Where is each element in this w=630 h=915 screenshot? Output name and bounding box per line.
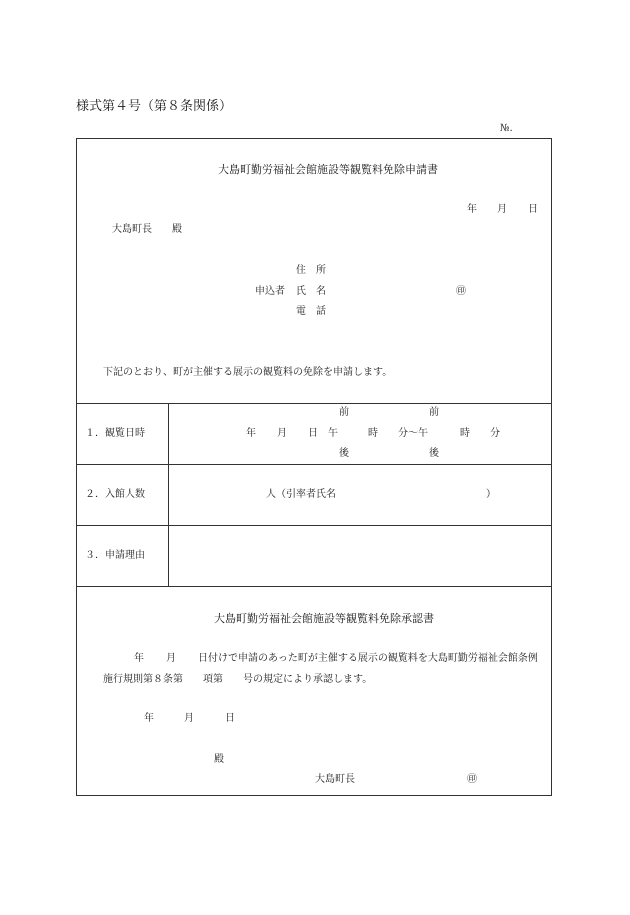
row1-zen-2: 前 (429, 407, 439, 418)
application-date-day: 日 (528, 204, 538, 215)
row1-label: １．観覧日時 (85, 428, 145, 439)
approval-issuer: 大島町長 (315, 774, 355, 785)
name-label: 氏 名 (296, 286, 326, 297)
row1-ji-1: 時 (368, 428, 378, 439)
row1-fun-to: 分～午 (398, 428, 428, 439)
divider-row1-row2 (76, 464, 552, 465)
row1-month: 月 (277, 428, 287, 439)
approval-month: 月 (166, 653, 176, 664)
row2-people: 人（引率者氏名 (266, 489, 336, 500)
application-date-year: 年 (467, 204, 477, 215)
approval-date-month: 月 (184, 713, 194, 724)
application-body-text: 下記のとおり、町が主催する展示の観覧料の免除を申請します。 (103, 367, 393, 378)
phone-label: 電 話 (296, 306, 326, 317)
row1-zen-1: 前 (339, 407, 349, 418)
form-frame (76, 138, 552, 796)
applicant-label: 申込者 (255, 286, 285, 297)
approval-title: 大島町勤労福祉会館施設等観覧料免除承認書 (214, 612, 434, 625)
applicant-seal: ㊞ (456, 286, 466, 297)
approval-date-day: 日 (225, 713, 235, 724)
application-date-month: 月 (497, 204, 507, 215)
row1-day: 日 (308, 428, 318, 439)
table-column-divider (168, 403, 169, 586)
approval-line2: 施行規則第８条第 項第 号の規定により承認します。 (103, 674, 373, 685)
application-title: 大島町勤労福祉会館施設等観覧料免除申請書 (218, 163, 438, 176)
row1-fun-2: 分 (490, 428, 500, 439)
row1-year: 年 (246, 428, 256, 439)
number-label: №. (500, 123, 513, 134)
approval-date-year: 年 (144, 713, 154, 724)
divider-table-approval (76, 586, 552, 587)
address-label: 住 所 (296, 265, 326, 276)
approval-line1: 日付けで申請のあった町が主催する展示の観覧料を大島町勤労福祉会館条例 (198, 653, 538, 664)
row1-ji-2: 時 (460, 428, 470, 439)
row2-close-paren: ） (486, 489, 496, 500)
approval-dono: 殿 (214, 754, 224, 765)
row1-go-1: 午 (328, 428, 338, 439)
row3-label: ３．申請理由 (85, 550, 145, 561)
addressee: 大島町長 殿 (112, 224, 182, 235)
approval-year: 年 (134, 653, 144, 664)
divider-row2-row3 (76, 525, 552, 526)
row2-label: ２．入館人数 (85, 489, 145, 500)
divider-application-table (76, 403, 552, 404)
row1-go-2: 後 (339, 448, 349, 459)
form-id: 様式第４号（第８条関係） (76, 99, 233, 114)
approval-seal: ㊞ (467, 774, 477, 785)
row1-go-3: 後 (429, 448, 439, 459)
